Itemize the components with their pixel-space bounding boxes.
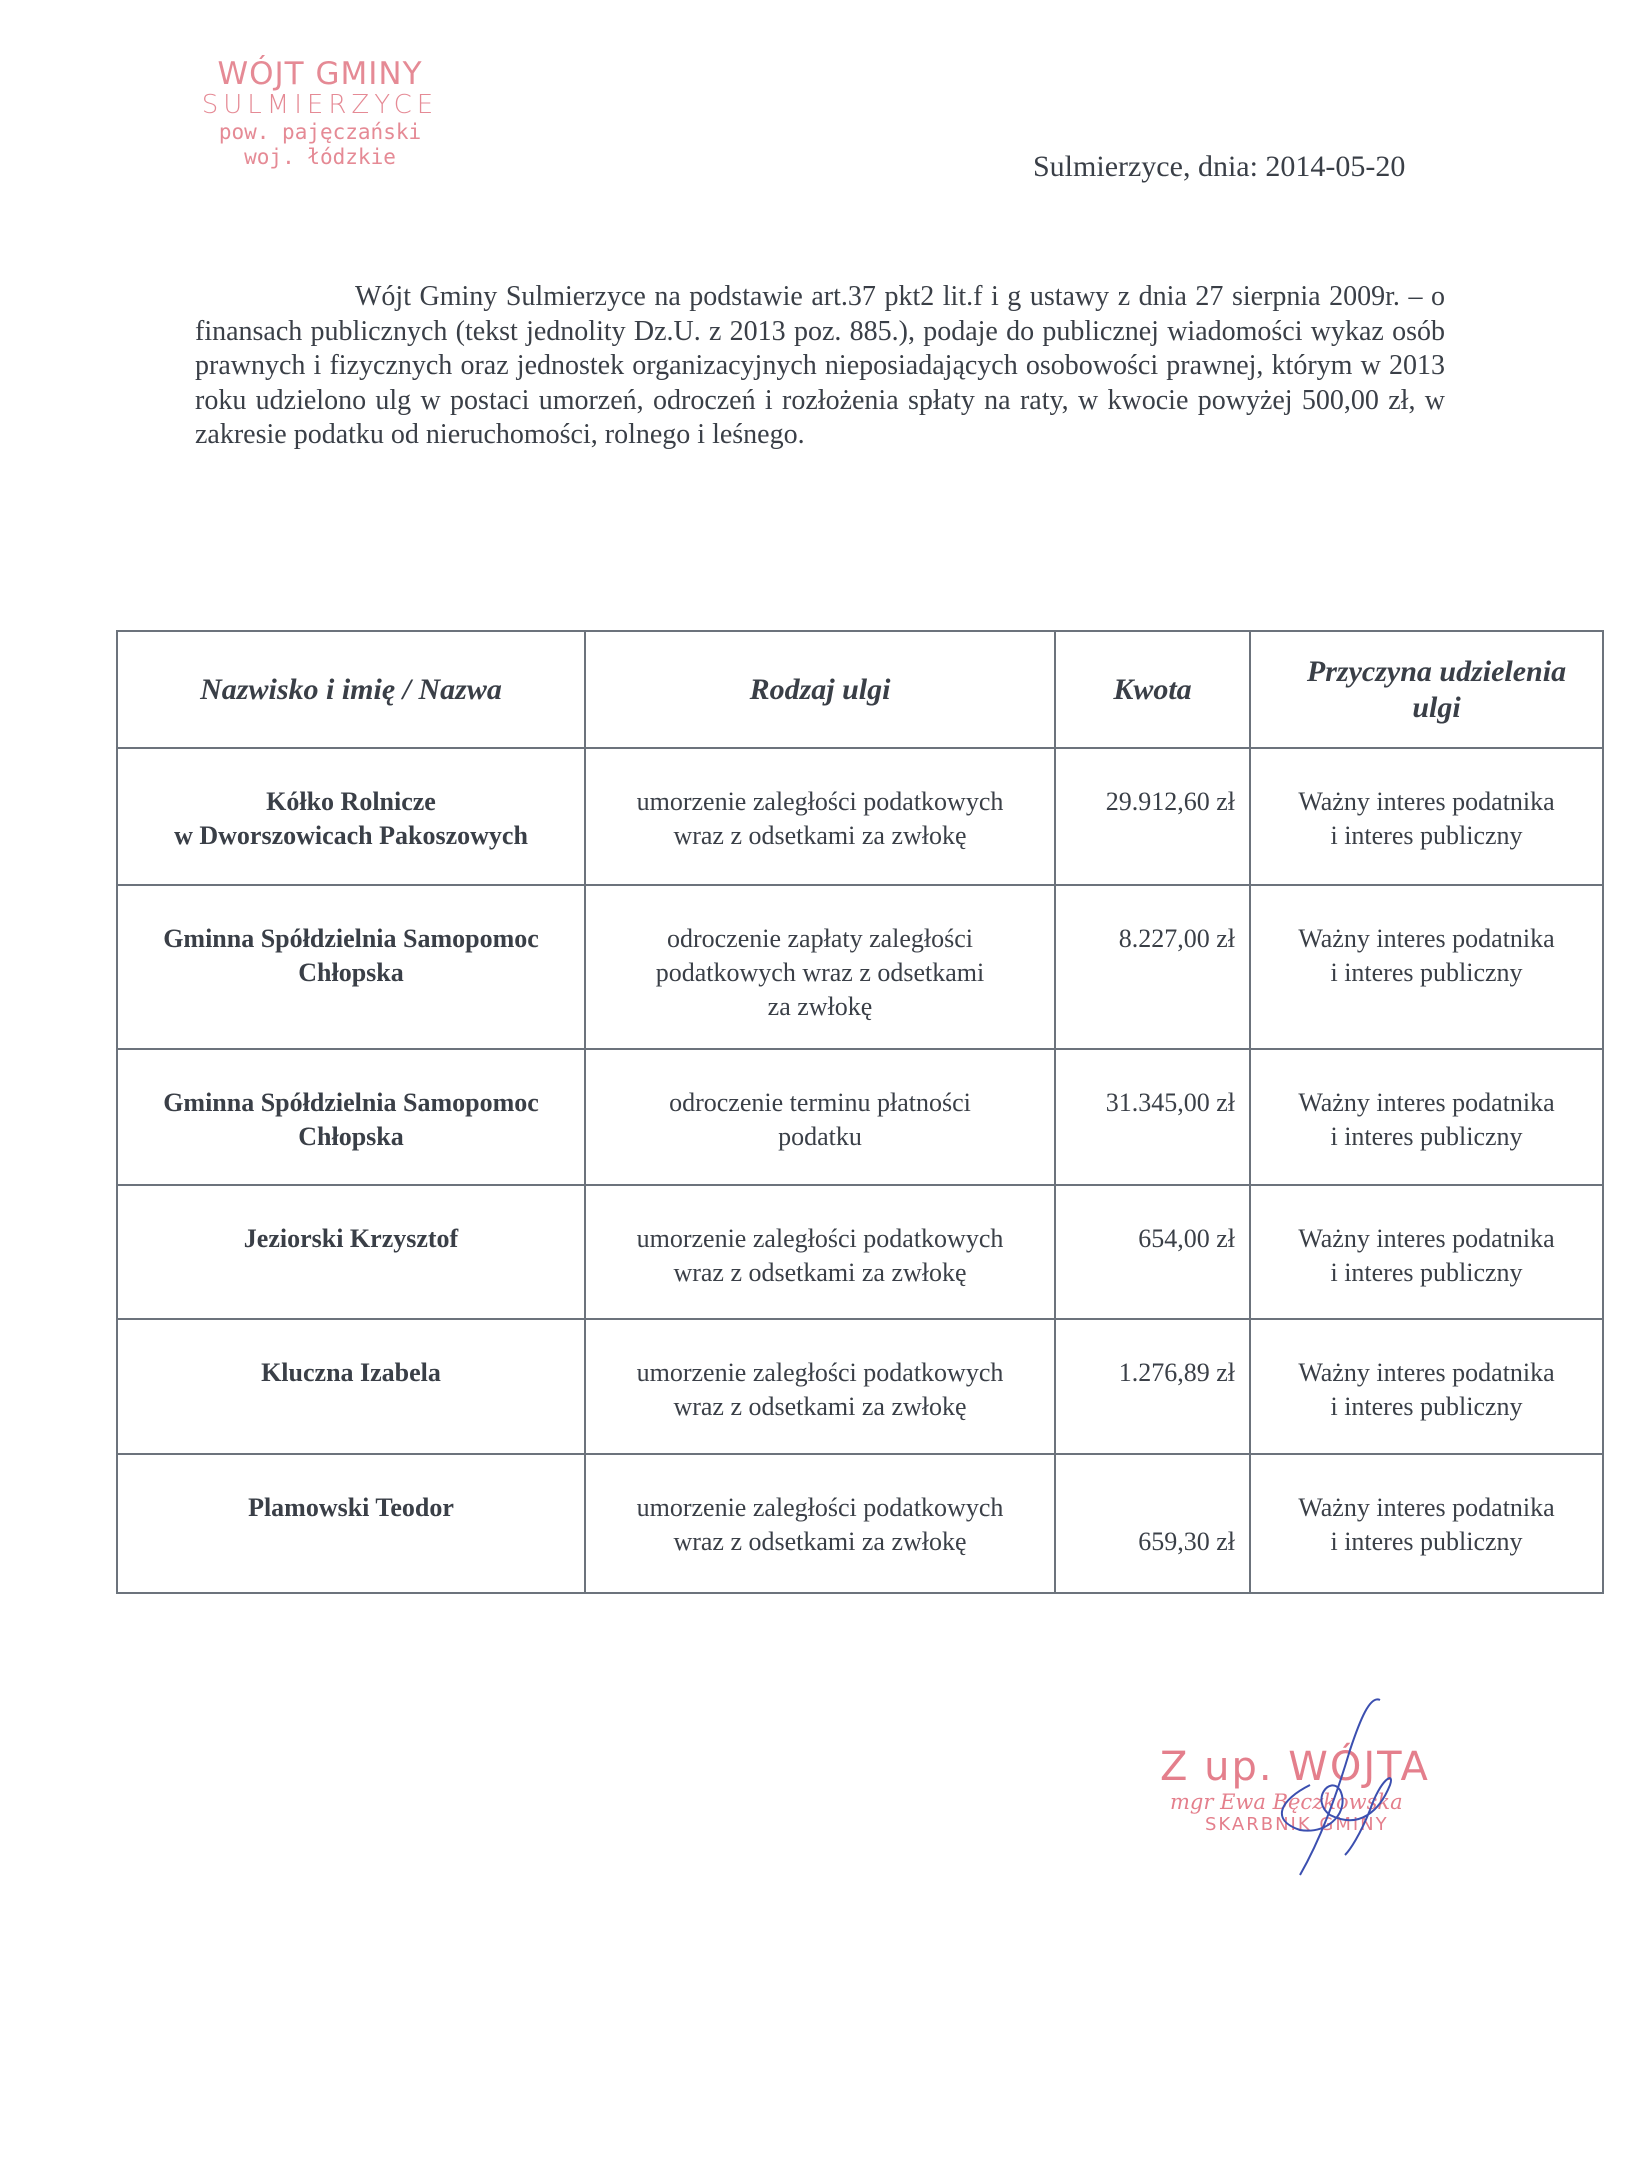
reason-line: i interes publiczny [1330, 821, 1523, 850]
header-relief-type: Rodzaj ulgi [585, 631, 1055, 748]
type-line: wraz z odsetkami za zwłokę [673, 1258, 967, 1287]
name-line: w Dworszowicach Pakoszowych [174, 821, 528, 850]
cell-amount: 1.276,89 zł [1055, 1319, 1250, 1454]
name-line: Chłopska [298, 958, 404, 987]
name-line: Gminna Spółdzielnia Samopomoc [163, 924, 539, 953]
reason-line: i interes publiczny [1330, 1122, 1523, 1151]
table-row [117, 1319, 1603, 1454]
header-amount: Kwota [1055, 631, 1250, 748]
intro-paragraph [195, 280, 1445, 453]
office-stamp-header [160, 58, 480, 170]
header-reason: Przyczyna udzielenia ulgi [1250, 631, 1603, 748]
reason-line: i interes publiczny [1330, 1258, 1523, 1287]
type-line: podatkowych wraz z odsetkami [655, 958, 985, 987]
cell-reason [1250, 1049, 1603, 1185]
cell-relief-type [585, 1185, 1055, 1319]
cell-relief-type [585, 748, 1055, 885]
cell-relief-type [585, 1049, 1055, 1185]
name-line: Kółko Rolnicze [266, 787, 436, 816]
cell-reason [1250, 1454, 1603, 1593]
header-name: Nazwisko i imię / Nazwa [117, 631, 585, 748]
cell-amount: 654,00 zł [1055, 1185, 1250, 1319]
cell-name [117, 1319, 585, 1454]
cell-relief-type [585, 885, 1055, 1049]
cell-name [117, 1185, 585, 1319]
handwritten-signature [1240, 1690, 1440, 1890]
stamp-line-1: WÓJT GMINY [217, 56, 423, 92]
type-line: umorzenie zaległości podatkowych [636, 1493, 1004, 1522]
reason-line: i interes publiczny [1330, 958, 1523, 987]
table-row [117, 748, 1603, 885]
reason-line: Ważny interes podatnika [1298, 787, 1555, 816]
cell-relief-type [585, 1454, 1055, 1593]
name-line: Chłopska [298, 1122, 404, 1151]
stamp-authorization: Z up. WÓJTA [1160, 1744, 1430, 1790]
stamp-line-2: SULMIERZYCE [201, 90, 439, 120]
cell-amount: 8.227,00 zł [1055, 885, 1250, 1049]
type-line: umorzenie zaległości podatkowych [636, 787, 1004, 816]
cell-reason [1250, 1319, 1603, 1454]
cell-amount: 29.912,60 zł [1055, 748, 1250, 885]
cell-amount: 31.345,00 zł [1055, 1049, 1250, 1185]
table-row [117, 1185, 1603, 1319]
type-line: odroczenie terminu płatności [669, 1088, 971, 1117]
reason-line: Ważny interes podatnika [1298, 1493, 1555, 1522]
type-line: wraz z odsetkami za zwłokę [673, 821, 967, 850]
cell-name [117, 1049, 585, 1185]
name-line: Jeziorski Krzysztof [243, 1224, 459, 1253]
stamp-line-3: pow. pajęczański [218, 120, 422, 144]
name-line: Gminna Spółdzielnia Samopomoc [163, 1088, 539, 1117]
stamp-signatory-name: mgr Ewa Bęczkowska [1170, 1790, 1403, 1814]
relief-table [116, 630, 1604, 1594]
cell-name [117, 1454, 585, 1593]
cell-relief-type [585, 1319, 1055, 1454]
type-line: wraz z odsetkami za zwłokę [673, 1392, 967, 1421]
reason-line: Ważny interes podatnika [1298, 1224, 1555, 1253]
place-and-date: Sulmierzyce, dnia: 2014-05-20 [1033, 150, 1406, 183]
table-row [117, 885, 1603, 1049]
stamp-signatory-role: SKARBNIK GMINY [1205, 1814, 1389, 1835]
cell-reason [1250, 1185, 1603, 1319]
type-line: umorzenie zaległości podatkowych [636, 1224, 1004, 1253]
cell-amount: 659,30 zł [1055, 1454, 1250, 1593]
reason-line: i interes publiczny [1330, 1527, 1523, 1556]
cell-name [117, 748, 585, 885]
reason-line: Ważny interes podatnika [1298, 1088, 1555, 1117]
cell-name [117, 885, 585, 1049]
table-row [117, 1049, 1603, 1185]
table-row [117, 1454, 1603, 1593]
cell-reason [1250, 885, 1603, 1049]
reason-line: Ważny interes podatnika [1298, 1358, 1555, 1387]
intro-text: Wójt Gminy Sulmierzyce na podstawie art.37 pkt2 lit.f i g ustawy z dnia 27 sierpnia 2009r. – o finansach publicznych (tekst jednolity Dz.U. z 2013 poz. 885.), podaje do publicznej wiadomości wykaz osób prawnych i fizycznych oraz jednostek organizacyjnych nieposiadających osobowości prawnej, którym w 2013 roku udzielono ulg w postaci umorzeń, odroczeń i rozłożenia spłaty na raty, w kwocie powyżej 500,00 zł, w zakresie podatku od nieruchomości, rolnego i leśnego. [195, 281, 1445, 450]
name-line: Plamowski Teodor [248, 1493, 454, 1522]
stamp-line-4: woj. łódzkie [244, 145, 396, 169]
reason-line: Ważny interes podatnika [1298, 924, 1555, 953]
type-line: za zwłokę [767, 992, 873, 1021]
cell-reason [1250, 748, 1603, 885]
type-line: odroczenie zapłaty zaległości [666, 924, 974, 953]
type-line: podatku [778, 1122, 862, 1151]
type-line: umorzenie zaległości podatkowych [636, 1358, 1004, 1387]
table-header-row [117, 631, 1603, 748]
reason-line: i interes publiczny [1330, 1392, 1523, 1421]
name-line: Kluczna Izabela [261, 1358, 441, 1387]
type-line: wraz z odsetkami za zwłokę [673, 1527, 967, 1556]
